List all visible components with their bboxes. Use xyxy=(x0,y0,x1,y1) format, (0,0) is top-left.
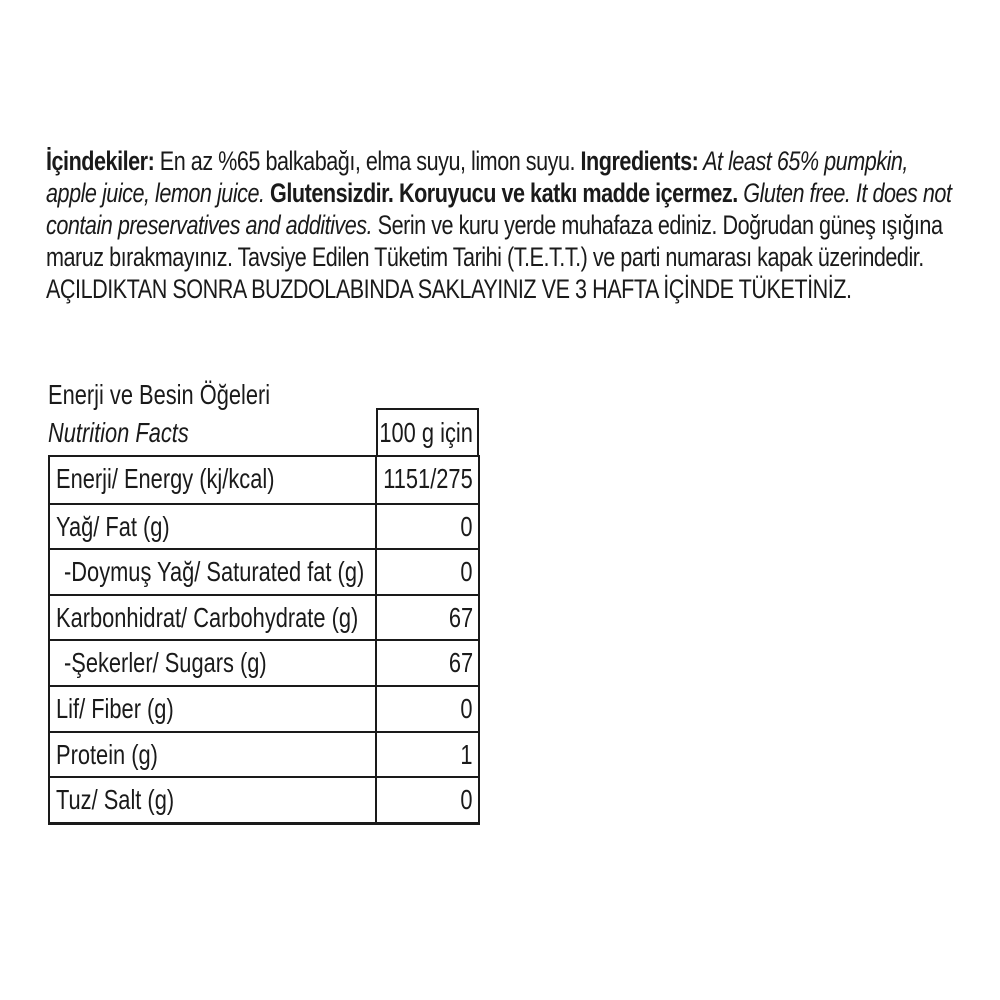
row-value: 1 xyxy=(460,738,473,770)
row-value: 67 xyxy=(448,647,473,679)
table-row-sugars xyxy=(50,639,478,685)
row-name: -Doymuş Yağ/ Saturated fat (g) xyxy=(64,556,365,588)
storage-instructions: Serin ve kuru yerde muhafaza ediniz. Doğrudan güneş ışığına maruz bırakmayınız. Tavsiye Edilen Tüketim Tarihi (T.E.T.T.) ve parti numarası kapak üzerindedir. AÇILDIKTAN SONRA BUZDOLABINDA SAKLAYINIZ VE 3 HAFTA İÇİNDE TÜKETİNİZ. xyxy=(46,210,943,304)
row-value: 0 xyxy=(460,692,473,724)
per-100g-label: 100 g için xyxy=(379,417,473,448)
row-name: Enerji/ Energy (kj/kcal) xyxy=(56,463,275,494)
row-value: 0 xyxy=(460,784,473,816)
row-value: 0 xyxy=(460,556,473,588)
ingredients-en-text: At least 65% pumpkin, apple juice, lemon juice. xyxy=(46,146,908,208)
table-row-fat xyxy=(50,503,478,549)
per-100g-header xyxy=(376,408,479,456)
nutrition-subtitle: Nutrition Facts xyxy=(48,417,189,448)
row-name: Tuz/ Salt (g) xyxy=(56,784,175,816)
nutrition-table xyxy=(48,455,480,825)
row-value: 67 xyxy=(448,601,473,633)
table-row-salt xyxy=(50,776,478,822)
table-row-saturated-fat xyxy=(50,548,478,594)
table-row-carbohydrate xyxy=(50,594,478,640)
row-name: Yağ/ Fat (g) xyxy=(56,510,170,542)
nutrition-title: Enerji ve Besin Öğeleri xyxy=(48,379,271,410)
table-row-energy xyxy=(50,457,478,503)
ingredients-tr-text: En az %65 balkabağı, elma suyu, limon suyu. xyxy=(154,146,581,176)
row-name: Karbonhidrat/ Carbohydrate (g) xyxy=(56,601,359,633)
table-row-protein xyxy=(50,731,478,777)
ingredients-paragraph xyxy=(46,145,958,305)
ingredients-en-heading: Ingredients: xyxy=(580,146,699,176)
gluten-free-tr: Glutensizdir. Koruyucu ve katkı madde içermez. xyxy=(264,178,738,208)
row-value: 0 xyxy=(460,510,473,542)
table-row-fiber xyxy=(50,685,478,731)
row-value: 1151/275 xyxy=(383,463,473,494)
row-name: Lif/ Fiber (g) xyxy=(56,692,174,724)
gluten-free-en: Gluten free. It does not contain preservatives and additives. xyxy=(46,178,952,240)
row-name: Protein (g) xyxy=(56,738,158,770)
row-name: -Şekerler/ Sugars (g) xyxy=(64,647,267,679)
ingredients-tr-heading: İçindekiler: xyxy=(46,146,155,176)
